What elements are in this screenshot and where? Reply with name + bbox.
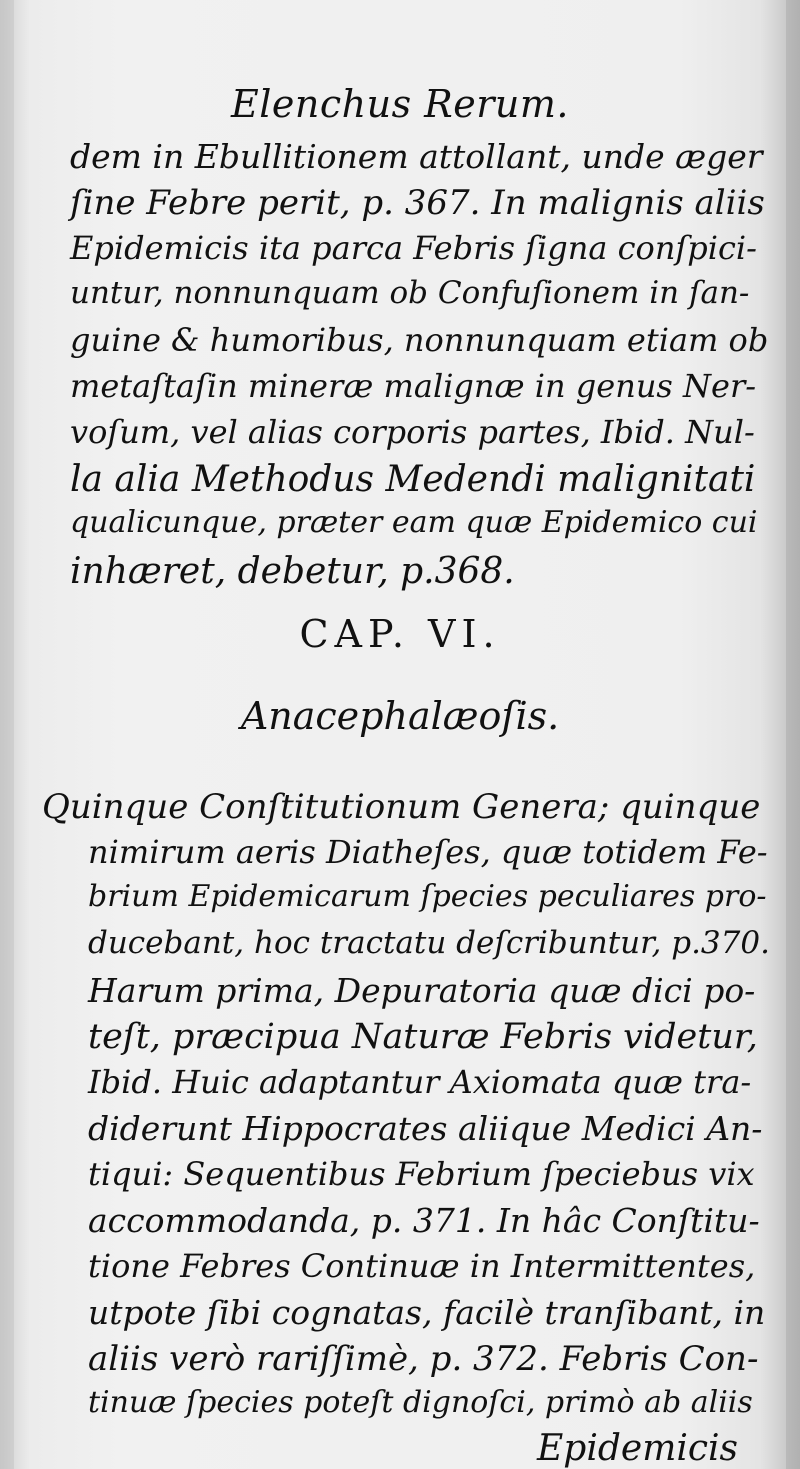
text-line: teſt, præcipua Naturæ Febris videtur, (88, 1017, 758, 1057)
text-line: ducebant, hoc tractatu deſcribuntur, p.370. (88, 925, 770, 961)
text-line: nimirum aeris Diatheſes, quæ totidem Fe- (88, 833, 768, 871)
text-line: inhæret, debetur, p.368. (70, 551, 515, 592)
text-line: tiqui: Sequentibus Febrium ſpeciebus vix (88, 1155, 755, 1193)
text-line: utpote ſibi cognatas, facilè tranſibant, in (88, 1293, 766, 1332)
text-line: accommodanda, p. 371. In hâc Conſtitu- (88, 1201, 760, 1240)
text-line: Harum prima, Depuratoria quæ dici po- (88, 971, 756, 1010)
text-line: qualicunque, præter eam quæ Epidemico cui (70, 505, 758, 540)
text-line: tinuæ ſpecies poteſt dignoſci, primò ab aliis (88, 1385, 753, 1420)
text-line: diderunt Hippocrates aliique Medici An- (88, 1109, 763, 1148)
text-line: tione Febres Continuæ in Intermittentes, (88, 1247, 756, 1285)
catchword: Epidemicis (537, 1428, 738, 1469)
text-line: brium Epidemicarum ſpecies peculiares pro- (88, 879, 767, 914)
text-line: ſine Febre perit, p. 367. In malignis aliis (70, 183, 765, 223)
text-line: dem in Ebullitionem attollant, unde æger (70, 137, 763, 176)
text-line: metaſtaſin mineræ malignæ in genus Ner- (70, 367, 757, 405)
text-line: untur, nonnunquam ob Confuſionem in ſan- (70, 275, 750, 311)
text-line: Epidemicis ita parca Febris ſigna conſpici- (70, 229, 757, 267)
text-line: la alia Methodus Medendi malignitati (70, 459, 756, 500)
text-line: Quinque Conſtitutionum Genera; quinque (42, 787, 761, 827)
chapter-heading: CAP. VI. (299, 612, 501, 656)
chapter-subtitle: Anacephalæoſis. (240, 694, 560, 738)
text-line: guine & humoribus, nonnunquam etiam ob (70, 321, 769, 359)
text-line: voſum, vel alias corporis partes, Ibid. Nul- (70, 413, 755, 451)
text-line: Ibid. Huic adaptantur Axiomata quæ tra- (88, 1063, 752, 1101)
running-header: Elenchus Rerum. (230, 82, 569, 126)
text-line: aliis verò rariſſimè, p. 372. Febris Con- (88, 1339, 759, 1379)
